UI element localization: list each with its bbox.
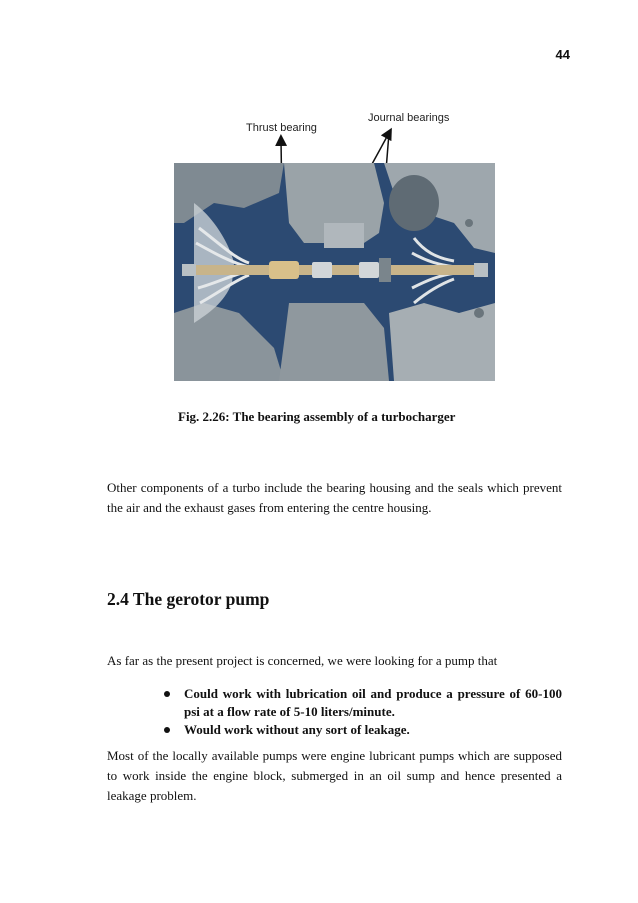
paragraph-pump-intro: As far as the present project is concerned, we were looking for a pump that	[107, 653, 498, 668]
turbocharger-bearing-figure	[174, 163, 495, 381]
section-heading: 2.4 The gerotor pump	[107, 589, 270, 609]
page-number: 44	[555, 47, 570, 62]
journal-bearings-label: Journal bearings	[368, 112, 450, 124]
bullet-dot-icon	[164, 727, 170, 733]
paragraph-local-pumps: Most of the locally available pumps were engine lubricant pumps which are supposed to work inside the engine block, submerged in an oil sump and hence presented a leakage problem.	[107, 748, 562, 803]
bullet-dot-icon	[164, 691, 170, 697]
thrust-bearing-label: Thrust bearing	[246, 122, 317, 134]
requirement-item: Could work with lubrication oil and produce a pressure of 60-100 psi at a flow rate of 5-10 liters/minute.	[160, 685, 562, 721]
paragraph-bearing-housing: Other components of a turbo include the bearing housing and the seals which prevent the air and the exhaust gases from entering the centre housing.	[107, 480, 562, 515]
figure-caption: Fig. 2.26: The bearing assembly of a turbocharger	[178, 409, 456, 424]
requirement-item: Would work without any sort of leakage.	[160, 721, 562, 739]
requirements-list	[160, 685, 562, 739]
